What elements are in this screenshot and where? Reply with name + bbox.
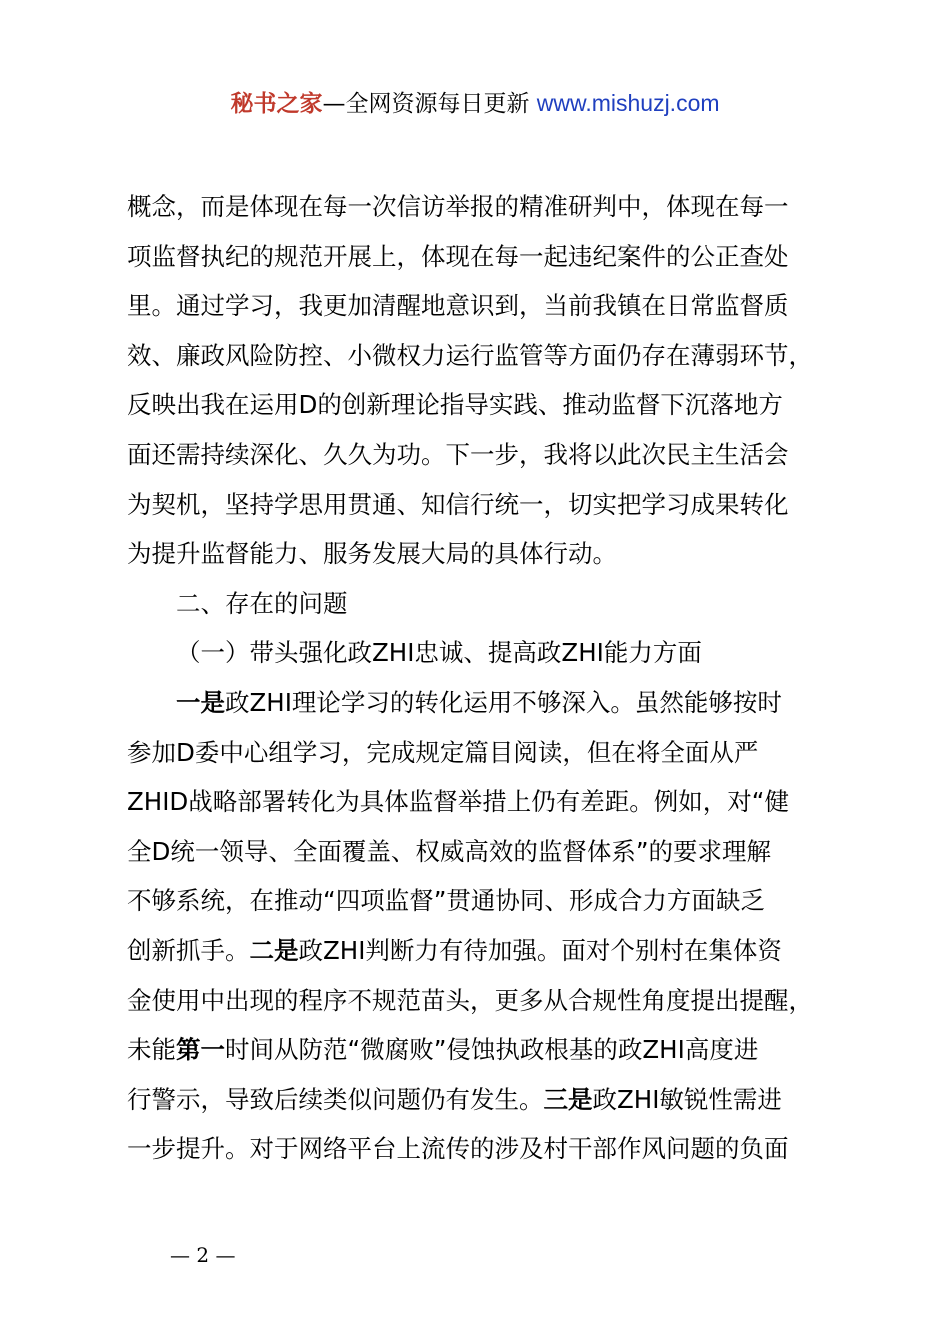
line-text: 行警示，导致后续类似问题仍有发生。 [127,1084,544,1114]
line-text: 政ZHI判断力有待加强。面对个别村在集体资 [298,935,782,965]
text-line [127,1075,839,1125]
text-line: 全D统一领导、全面覆盖、权威高效的监督体系”的要求理解 [127,836,772,866]
header-brand: 秘书之家 [230,91,323,117]
page-number: — 2 — [170,1243,236,1267]
section-heading: 二、存在的问题 [176,588,348,618]
text-line [127,926,839,976]
line-text: 时间从防范“微腐败”侵蚀执政根基的政ZHI高度进 [225,1035,759,1065]
line-text: 政ZHI敏锐性需进 [592,1084,782,1114]
text-line: 为提升监督能力、服务发展大局的具体行动。 [127,539,617,569]
site-header [0,86,950,121]
text-line: 金使用中出现的程序不规范苗头，更多从合规性角度提出提醒， [127,985,813,1015]
text-line: 项监督执纪的规范开展上，体现在每一起违纪案件的公正查处 [127,241,789,271]
text-line [127,678,839,728]
text-line: 里。通过学习，我更加清醒地意识到，当前我镇在日常监督质 [127,291,789,321]
bold-lead: 三是 [543,1084,593,1114]
text-line: 效、廉政风险防控、小微权力运行监管等方面仍存在薄弱环节， [127,340,813,370]
line-text: 未能 [127,1035,176,1065]
bold-lead: 一是 [176,687,225,717]
subsection-heading: （一）带头强化政ZHI忠诚、提高政ZHI能力方面 [176,638,702,668]
line-text: 创新抓手。 [127,935,250,965]
text-line: 概念，而是体现在每一次信访举报的精准研判中，体现在每一 [127,192,789,221]
bold-lead: 第一 [176,1035,225,1065]
text-line: 反映出我在运用D的创新理论指导实践、推动监督下沉落地方 [127,390,783,420]
text-line: 一步提升。对于网络平台上流传的涉及村干部作风问题的负面 [127,1134,789,1164]
document-body [127,182,839,1174]
text-line: 不够系统，在推动“四项监督”贯通协同、形成合力方面缺乏 [127,886,765,916]
header-tagline: —全网资源每日更新 [322,91,530,117]
text-line [127,1025,839,1075]
line-text: 政ZHI理论学习的转化运用不够深入。虽然能够按时 [225,687,782,717]
text-line: 面还需持续深化、久久为功。下一步，我将以此次民主生活会 [127,439,789,469]
text-line: 为契机，坚持学思用贯通、知信行统一，切实把学习成果转化 [127,489,789,519]
header-site-link[interactable]: www.mishuzj.com [536,90,720,116]
text-line: 参加D委中心组学习，完成规定篇目阅读，但在将全面从严 [127,737,759,767]
text-line: ZHID战略部署转化为具体监督举措上仍有差距。例如，对“健 [127,787,789,817]
bold-lead: 二是 [249,935,299,965]
